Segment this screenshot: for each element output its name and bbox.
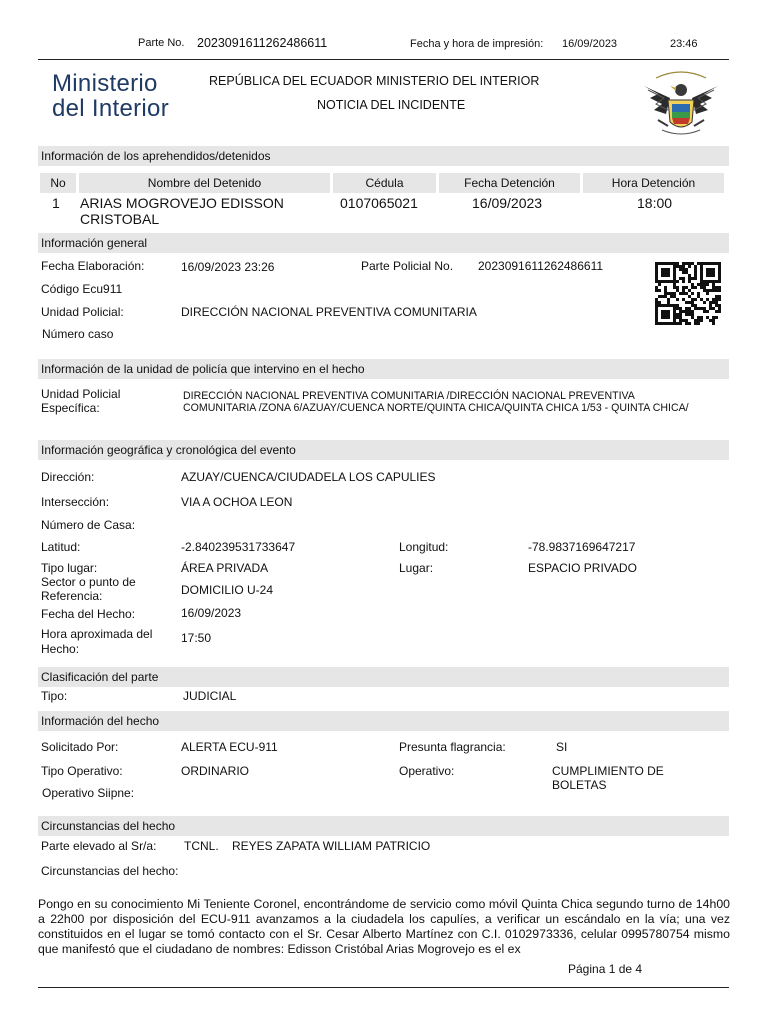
sector-label-line1: Sector o punto de: [41, 575, 136, 589]
operativo-siipne-label: Operativo Siipne:: [42, 786, 135, 800]
detenido-hora: 18:00: [637, 195, 673, 211]
longitud: -78.9837169647217: [528, 540, 636, 554]
interseccion: VIA A OCHOA LEON: [181, 495, 293, 509]
hora-hecho-label-line1: Hora aproximada del: [41, 627, 153, 641]
lugar: ESPACIO PRIVADO: [528, 561, 637, 575]
section-clasificacion: Clasificación del parte: [38, 667, 729, 687]
latitud-label: Latitud:: [41, 540, 81, 554]
header-rule: [38, 59, 729, 60]
tipo-label: Tipo:: [41, 689, 68, 703]
parte-number: 2023091611262486611: [197, 36, 328, 50]
longitud-label: Longitud:: [399, 540, 449, 554]
unidad-especifica-label-line2: Específica:: [41, 401, 100, 415]
hora-hecho-label-line2: Hecho:: [41, 642, 80, 656]
section-general: Información general: [38, 233, 729, 253]
ministry-logo-line1: Ministerio: [52, 70, 158, 97]
col-no: No: [40, 173, 76, 193]
tipo-operativo-label: Tipo Operativo:: [41, 764, 123, 778]
solicitado-label: Solicitado Por:: [41, 740, 119, 754]
fecha-elaboracion: 16/09/2023 23:26: [181, 260, 275, 274]
fecha-hecho: 16/09/2023: [181, 606, 242, 620]
latitud: -2.840239531733647: [181, 540, 296, 554]
hora-hecho: 17:50: [181, 631, 212, 645]
col-hora-detencion: Hora Detención: [583, 173, 724, 193]
fecha-hecho-label: Fecha del Hecho:: [41, 607, 136, 621]
qr-code-icon: [655, 262, 721, 326]
direccion: AZUAY/CUENCA/CIUDADELA LOS CAPULIES: [181, 470, 436, 484]
police-emblem-icon: [640, 64, 722, 142]
section-hecho: Información del hecho: [38, 711, 729, 731]
parte-policial-number: 2023091611262486611: [478, 259, 604, 273]
tipo-lugar: ÁREA PRIVADA: [181, 561, 269, 575]
sector-referencia: DOMICILIO U-24: [181, 583, 274, 597]
tipo-operativo: ORDINARIO: [181, 764, 250, 778]
col-fecha-detencion: Fecha Detención: [439, 173, 580, 193]
unidad-especifica: DIRECCIÓN NACIONAL PREVENTIVA COMUNITARIA /DIRECCIÓN NACIONAL PREVENTIVA COMUNITARIA /ZONA 6/AZUAY/CUENCA NORTE/QUINTA CHICA/QUINTA CHICA 1/53 - QUINTA CHICA/: [183, 390, 689, 414]
col-cedula: Cédula: [333, 173, 436, 193]
footer-rule: [38, 987, 729, 988]
solicitado-por: ALERTA ECU-911: [181, 740, 278, 754]
operativo-label: Operativo:: [399, 764, 455, 778]
parte-label: Parte No.: [138, 37, 185, 49]
tipo-lugar-label: Tipo lugar:: [41, 561, 98, 575]
unidad-especifica-label-line1: Unidad Policial: [41, 387, 121, 401]
lugar-label: Lugar:: [399, 561, 434, 575]
direccion-label: Dirección:: [41, 470, 95, 484]
detenido-nombre-line1: ARIAS MOGROVEJO EDISSON: [80, 195, 284, 211]
tipo-parte: JUDICIAL: [183, 689, 237, 703]
circunstancias-paragraph: Pongo en su conocimiento Mi Teniente Coronel, encontrándome de servicio como móvil Quinta Chica segundo turno de 14h00 a 22h00 por disposición del ECU-911 avanzamos a la ciudadela los capulíes, a verificar un escándalo en la vía; una vez constituidos en el lugar se tomó contacto con el Sr. Cesar Alberto Martínez con C.I. 0102973336, celular 0995780754 mismo que manifestó que el ciudadano de nombres: Edisson Cristóbal Arias Mogrovejo es el ex: [38, 897, 730, 956]
interseccion-label: Intersección:: [41, 495, 110, 509]
print-date: 16/09/2023: [562, 38, 618, 50]
operativo-line1: CUMPLIMIENTO DE: [552, 764, 664, 778]
flagrancia: SI: [556, 740, 568, 754]
parte-elevado-label: Parte elevado al Sr/a:: [41, 839, 157, 853]
detenido-nombre-line2: CRISTOBAL: [80, 211, 160, 227]
detenido-fecha: 16/09/2023: [472, 195, 543, 211]
unidad-policial-label: Unidad Policial:: [41, 305, 124, 319]
circunstancias-label: Circunstancias del hecho:: [41, 864, 179, 878]
grado-oficial: TCNL.: [184, 839, 219, 853]
detenido-cedula: 0107065021: [340, 195, 418, 211]
document-title: REPÚBLICA DEL ECUADOR MINISTERIO DEL INTERIOR: [209, 74, 540, 88]
document-subtitle: NOTICIA DEL INCIDENTE: [317, 98, 466, 112]
ministry-logo-line2: del Interior: [52, 95, 169, 122]
section-geografica: Información geográfica y cronológica del evento: [38, 440, 729, 460]
sector-label-line2: Referencia:: [41, 589, 103, 603]
numero-casa-label: Número de Casa:: [41, 518, 136, 532]
numero-caso-label: Número caso: [42, 327, 114, 341]
codigo-ecu911-label: Código Ecu911: [41, 282, 123, 296]
unidad-policial: DIRECCIÓN NACIONAL PREVENTIVA COMUNITARIA: [181, 305, 477, 319]
print-date-label: Fecha y hora de impresión:: [410, 38, 544, 50]
parte-policial-label: Parte Policial No.: [361, 259, 454, 273]
flagrancia-label: Presunta flagrancia:: [399, 740, 506, 754]
print-time: 23:46: [670, 38, 698, 50]
fecha-elaboracion-label: Fecha Elaboración:: [41, 259, 145, 273]
detenido-no: 1: [52, 195, 60, 211]
col-nombre: Nombre del Detenido: [79, 173, 330, 193]
operativo-line2: BOLETAS: [552, 778, 607, 792]
nombre-oficial: REYES ZAPATA WILLIAM PATRICIO: [232, 839, 431, 853]
section-unidad-policia: Información de la unidad de policía que intervino en el hecho: [38, 359, 729, 379]
page-number: Página 1 de 4: [568, 962, 643, 976]
section-detenidos: Información de los aprehendidos/detenidos: [38, 146, 729, 166]
section-circunstancias: Circunstancias del hecho: [38, 816, 729, 836]
